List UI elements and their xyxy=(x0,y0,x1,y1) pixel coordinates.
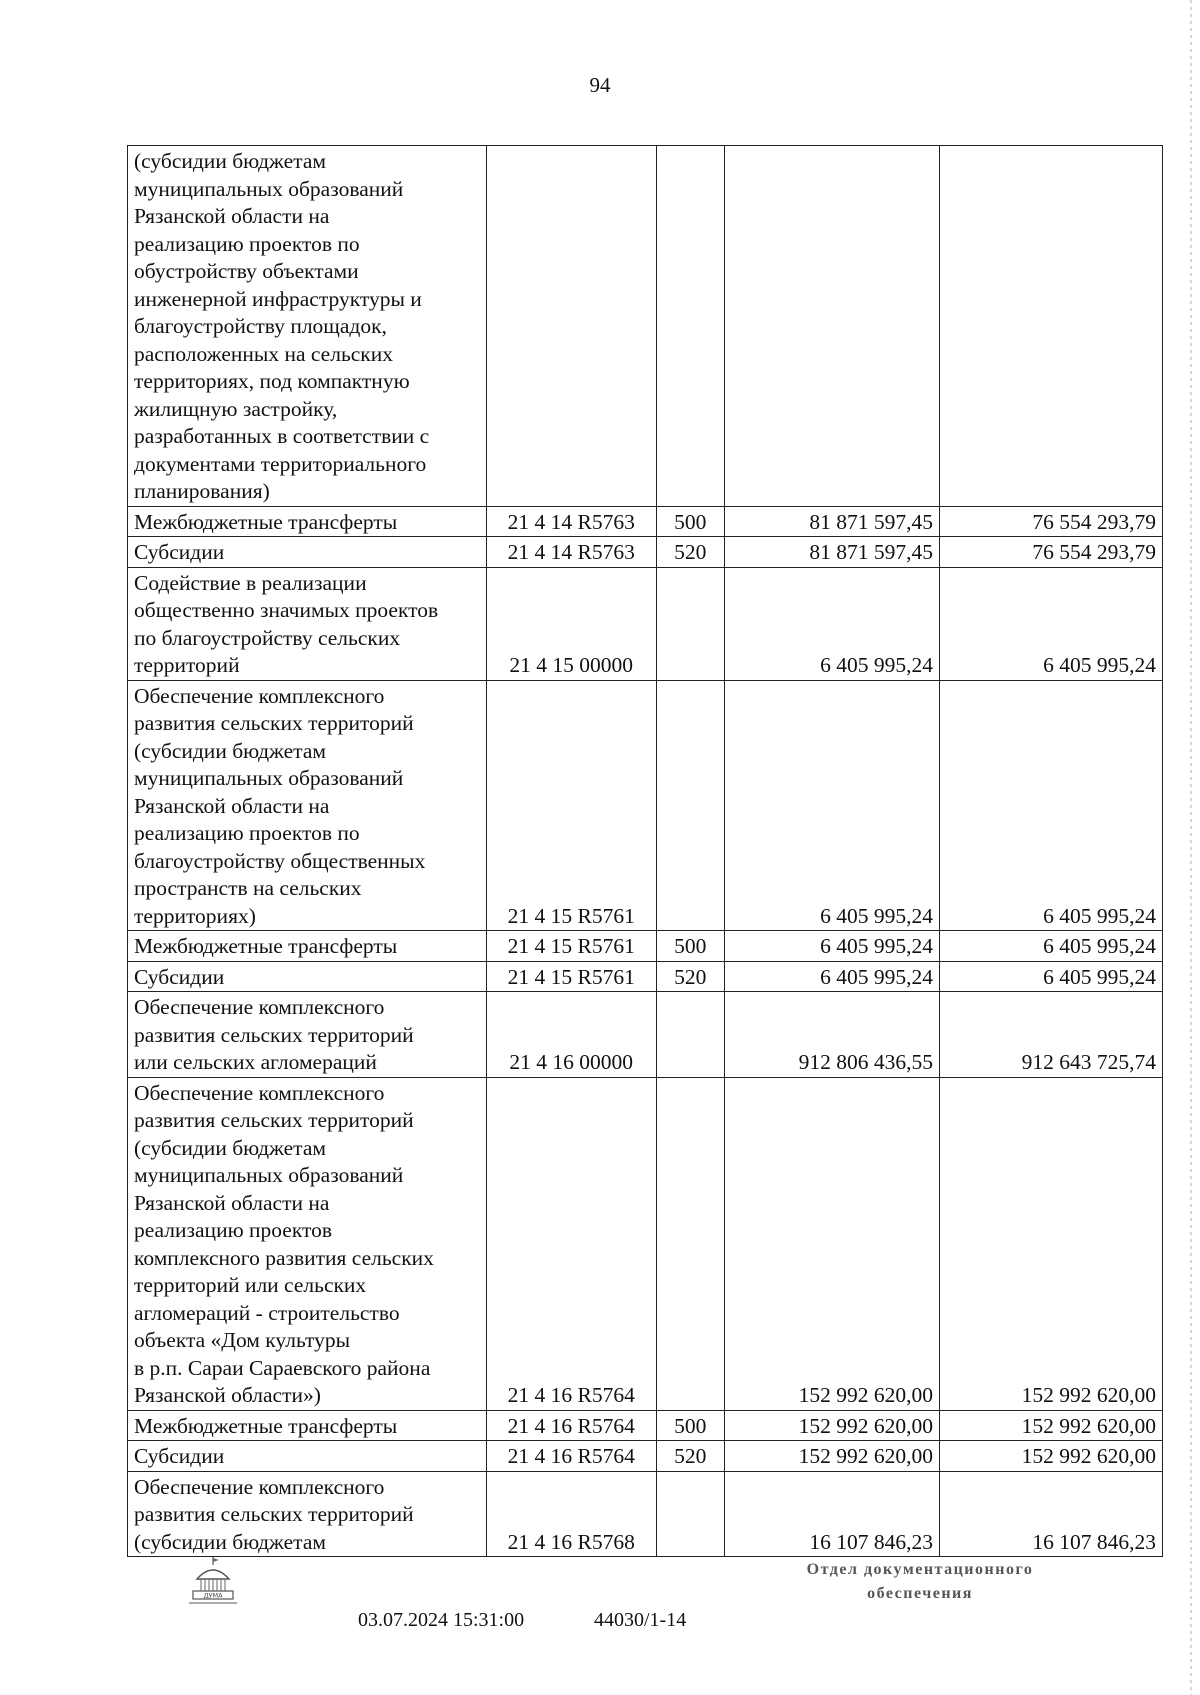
row-name: Субсидии xyxy=(128,1441,487,1472)
stamp-line-1: Отдел документационного xyxy=(806,1561,1034,1578)
row-expense-type xyxy=(656,992,724,1078)
row-code: 21 4 14 R5763 xyxy=(486,537,656,568)
row-name: Межбюджетные трансферты xyxy=(128,931,487,962)
row-name: Обеспечение комплексного развития сельских территорий (субсидии бюджетам xyxy=(128,1471,487,1557)
row-amount-2: 6 405 995,24 xyxy=(940,931,1163,962)
row-expense-type: 500 xyxy=(656,1410,724,1441)
row-expense-type xyxy=(656,567,724,680)
row-name: Межбюджетные трансферты xyxy=(128,1410,487,1441)
page-number: 94 xyxy=(589,73,611,97)
footer-date: 03.07.2024 15:31:00 xyxy=(358,1609,525,1631)
row-amount-2: 16 107 846,23 xyxy=(940,1471,1163,1557)
row-amount-1: 6 405 995,24 xyxy=(724,567,939,680)
row-amount-1: 152 992 620,00 xyxy=(724,1077,939,1410)
row-amount-2: 912 643 725,74 xyxy=(940,992,1163,1078)
table-row xyxy=(128,1077,1163,1410)
row-expense-type: 520 xyxy=(656,1441,724,1472)
row-expense-type: 500 xyxy=(656,931,724,962)
row-amount-2: 152 992 620,00 xyxy=(940,1077,1163,1410)
row-name: (субсидии бюджетам муниципальных образований Рязанской области на реализацию проектов по обустройству объектами инженерной инфраструктуры и благоустройству площадок, расположенных на сельских территориях, под компактную жилищную застройку, разработанных в соответствии с документами территориального планирования) xyxy=(128,146,487,507)
row-amount-1: 81 871 597,45 xyxy=(724,537,939,568)
row-code: 21 4 15 R5761 xyxy=(486,961,656,992)
row-amount-2: 76 554 293,79 xyxy=(940,537,1163,568)
row-expense-type: 520 xyxy=(656,537,724,568)
table-row xyxy=(128,506,1163,537)
table-row xyxy=(128,1410,1163,1441)
row-amount-2: 6 405 995,24 xyxy=(940,961,1163,992)
table-row xyxy=(128,567,1163,680)
row-amount-2: 6 405 995,24 xyxy=(940,567,1163,680)
row-amount-1: 6 405 995,24 xyxy=(724,931,939,962)
row-code: 21 4 15 R5761 xyxy=(486,931,656,962)
row-amount-2: 6 405 995,24 xyxy=(940,680,1163,931)
row-amount-1 xyxy=(724,146,939,507)
row-amount-1: 152 992 620,00 xyxy=(724,1410,939,1441)
table-row xyxy=(128,680,1163,931)
row-expense-type xyxy=(656,1077,724,1410)
row-code xyxy=(486,146,656,507)
logo-text: ДУМА xyxy=(203,1591,223,1600)
row-name: Субсидии xyxy=(128,961,487,992)
row-amount-1: 16 107 846,23 xyxy=(724,1471,939,1557)
budget-table-body xyxy=(128,146,1163,1557)
table-row xyxy=(128,992,1163,1078)
row-code: 21 4 15 00000 xyxy=(486,567,656,680)
row-name: Обеспечение комплексного развития сельских территорий (субсидии бюджетам муниципальных образований Рязанской области на реализацию проектов по благоустройству общественных пространств на сельских территориях) xyxy=(128,680,487,931)
row-name: Обеспечение комплексного развития сельских территорий или сельских агломераций xyxy=(128,992,487,1078)
row-code: 21 4 15 R5761 xyxy=(486,680,656,931)
table-row xyxy=(128,961,1163,992)
table-row xyxy=(128,1441,1163,1472)
scan-edge-artifact xyxy=(1190,0,1192,1695)
row-expense-type: 520 xyxy=(656,961,724,992)
row-name: Обеспечение комплексного развития сельских территорий (субсидии бюджетам муниципальных образований Рязанской области на реализацию проектов комплексного развития сельских территорий или сельских агломераций - строительство объекта «Дом культуры в р.п. Сараи Сараевского района Рязанской области») xyxy=(128,1077,487,1410)
table-row xyxy=(128,931,1163,962)
row-amount-1: 6 405 995,24 xyxy=(724,961,939,992)
row-amount-1: 912 806 436,55 xyxy=(724,992,939,1078)
row-expense-type xyxy=(656,146,724,507)
row-name: Межбюджетные трансферты xyxy=(128,506,487,537)
department-stamp xyxy=(760,1558,1080,1606)
table-row xyxy=(128,537,1163,568)
row-amount-2: 152 992 620,00 xyxy=(940,1410,1163,1441)
row-amount-2: 152 992 620,00 xyxy=(940,1441,1163,1472)
row-name: Субсидии xyxy=(128,537,487,568)
row-amount-1: 6 405 995,24 xyxy=(724,680,939,931)
row-code: 21 4 16 R5764 xyxy=(486,1410,656,1441)
row-expense-type xyxy=(656,680,724,931)
row-expense-type: 500 xyxy=(656,506,724,537)
budget-table xyxy=(127,145,1163,1557)
row-amount-1: 152 992 620,00 xyxy=(724,1441,939,1472)
row-code: 21 4 16 00000 xyxy=(486,992,656,1078)
row-code: 21 4 14 R5763 xyxy=(486,506,656,537)
row-name: Содействие в реализации общественно значимых проектов по благоустройству сельских территорий xyxy=(128,567,487,680)
row-amount-2: 76 554 293,79 xyxy=(940,506,1163,537)
row-code: 21 4 16 R5764 xyxy=(486,1077,656,1410)
row-amount-2 xyxy=(940,146,1163,507)
stamp-line-2: обеспечения xyxy=(867,1585,973,1602)
table-row xyxy=(128,1471,1163,1557)
row-amount-1: 81 871 597,45 xyxy=(724,506,939,537)
duma-logo-icon xyxy=(185,1555,243,1607)
footer-doc-number: 44030/1-14 xyxy=(594,1609,687,1631)
row-expense-type xyxy=(656,1471,724,1557)
table-row xyxy=(128,146,1163,507)
row-code: 21 4 16 R5764 xyxy=(486,1441,656,1472)
row-code: 21 4 16 R5768 xyxy=(486,1471,656,1557)
